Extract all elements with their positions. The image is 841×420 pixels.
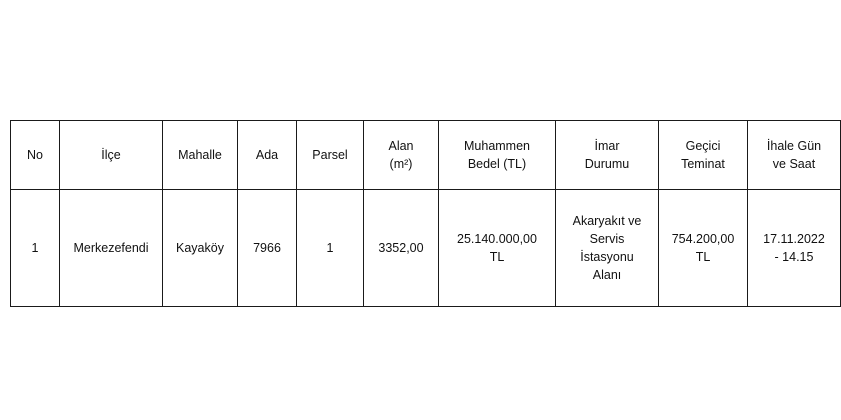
cell-alan (364, 190, 439, 307)
column-header-ada-line-1: Ada (255, 147, 279, 162)
column-header-ihale-gun-saat-line-2: ve Saat (772, 157, 816, 171)
tender-listing-table (10, 120, 841, 307)
column-header-imar-durumu-line-1: İmar (594, 138, 620, 153)
cell-imar-durumu-line-2: Servis (589, 231, 625, 246)
column-header-gecici-teminat (659, 121, 748, 190)
cell-muhammen-bedel-line-2: TL (489, 250, 505, 264)
column-header-alan-line-2: (m²) (389, 157, 413, 171)
cell-alan-line-1: 3352,00 (378, 240, 424, 255)
listing-table-container (10, 120, 825, 307)
column-header-ihale-gun-saat (748, 121, 841, 190)
cell-no (11, 190, 60, 307)
cell-parsel (297, 190, 364, 307)
cell-gecici-teminat-line-2: TL (695, 250, 711, 264)
column-header-ada (238, 121, 297, 190)
cell-ilce (60, 190, 163, 307)
column-header-gecici-teminat-line-2: Teminat (681, 157, 725, 171)
column-header-alan (364, 121, 439, 190)
cell-muhammen-bedel-line-1: 25.140.000,00 (457, 231, 537, 246)
cell-ada (238, 190, 297, 307)
column-header-muhammen-bedel-line-2: Bedel (TL) (467, 157, 527, 171)
table-header (11, 121, 841, 190)
cell-gecici-teminat-line-1: 754.200,00 (671, 231, 735, 246)
table-header-row (11, 121, 841, 190)
cell-imar-durumu (556, 190, 659, 307)
column-header-ihale-gun-saat-line-1: İhale Gün (766, 138, 822, 153)
cell-mahalle (163, 190, 238, 307)
cell-ada-line-1: 7966 (253, 240, 281, 255)
cell-gecici-teminat (659, 190, 748, 307)
column-header-muhammen-bedel-line-1: Muhammen (464, 138, 530, 153)
column-header-no (11, 121, 60, 190)
column-header-parsel (297, 121, 364, 190)
column-header-mahalle (163, 121, 238, 190)
column-header-ilce-line-1: İlçe (101, 147, 121, 162)
cell-ihale-gun-saat-line-2: - 14.15 (774, 250, 814, 264)
column-header-no-line-1: No (27, 147, 43, 162)
cell-ihale-gun-saat (748, 190, 841, 307)
cell-mahalle-line-1: Kayaköy (176, 240, 224, 255)
column-header-parsel-line-1: Parsel (312, 147, 348, 162)
table-body (11, 190, 841, 307)
cell-imar-durumu-line-3: İstasyonu (580, 250, 634, 264)
cell-imar-durumu-line-1: Akaryakıt ve (572, 213, 642, 228)
column-header-mahalle-line-1: Mahalle (178, 147, 222, 162)
table-row (11, 190, 841, 307)
cell-muhammen-bedel (439, 190, 556, 307)
cell-imar-durumu-line-4: Alanı (592, 268, 622, 283)
column-header-muhammen-bedel (439, 121, 556, 190)
column-header-alan-line-1: Alan (388, 138, 414, 153)
cell-ilce-line-1: Merkezefendi (73, 240, 149, 255)
column-header-gecici-teminat-line-1: Geçici (685, 138, 721, 153)
column-header-imar-durumu-line-2: Durumu (584, 157, 630, 171)
column-header-imar-durumu (556, 121, 659, 190)
cell-ihale-gun-saat-line-1: 17.11.2022 (763, 231, 825, 246)
cell-no-line-1: 1 (31, 240, 39, 255)
column-header-ilce (60, 121, 163, 190)
cell-parsel-line-1: 1 (326, 240, 334, 255)
